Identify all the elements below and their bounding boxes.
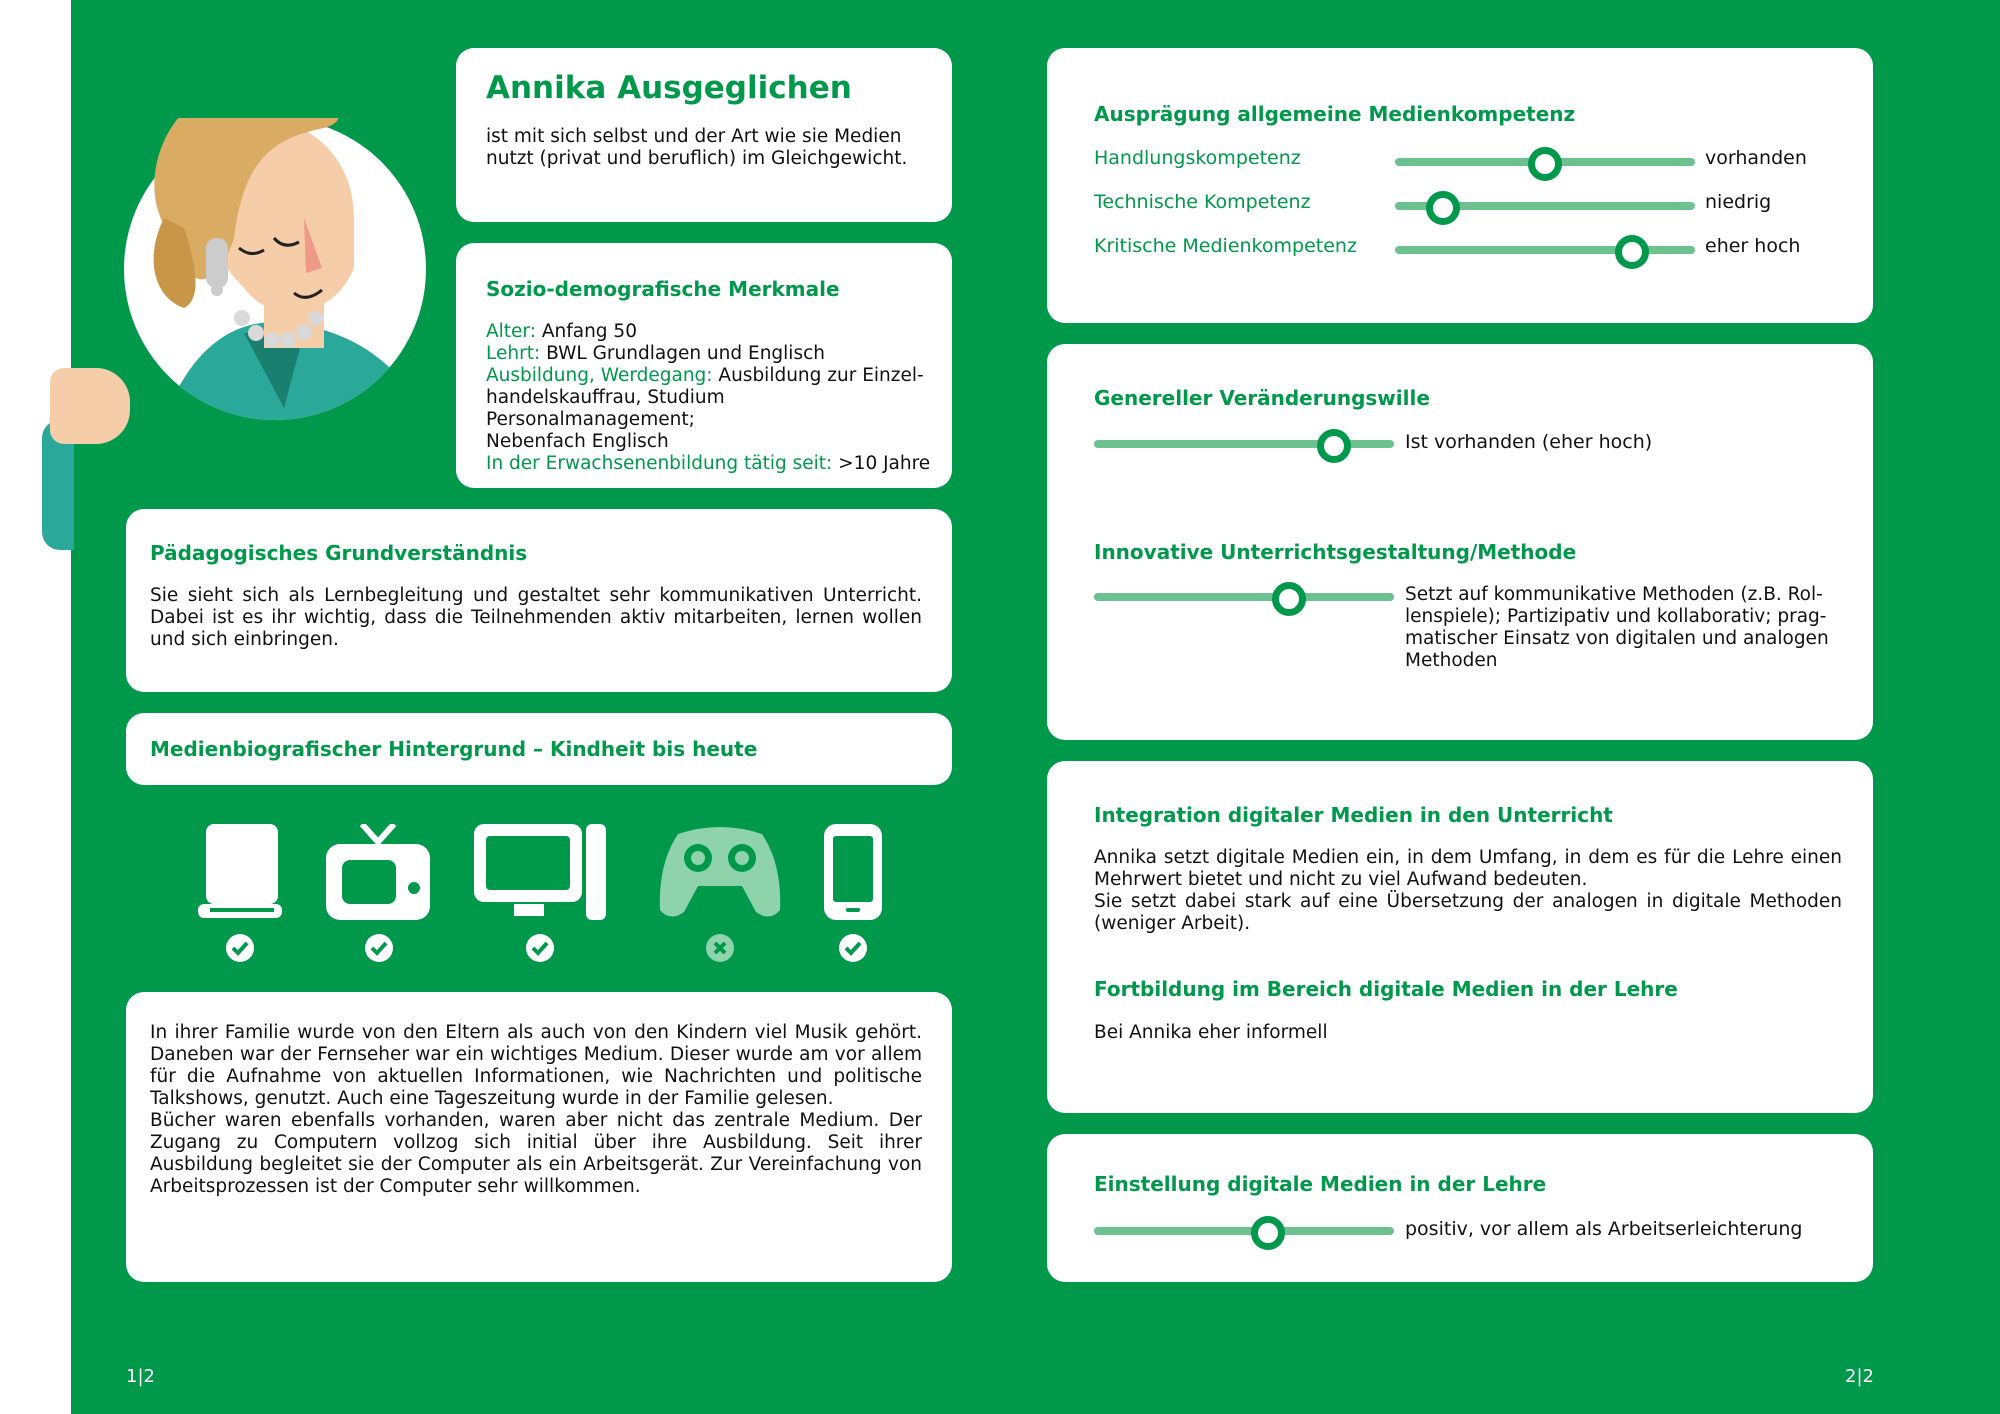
innovation-value-line: Methoden [1405, 650, 1498, 671]
socio-card [456, 243, 952, 488]
pedagogy-title: Pädagogisches Grundverständnis [150, 541, 528, 565]
tv-icon [326, 824, 430, 926]
integration-text [1094, 847, 1842, 935]
age-value: Anfang 50 [541, 321, 637, 342]
page-number-left: 1|2 [126, 1366, 155, 1387]
computer-icon [474, 824, 606, 926]
media-bio-paragraph-1: In ihrer Familie wurde von den Eltern als auch von den Kindern viel Musik gehört. Daneben war der Fernseher war ein wichtiges Medium. Dieser wurde am vor allem für die Aufnahme von aktuellen Informationen, wie Nachrichten und politische Talkshows, genutzt. Auch eine Tageszeitung wurde in der Familie gelesen. [150, 1022, 922, 1109]
competence-title: Ausprägung allgemeine Medienkompetenz [1094, 102, 1576, 126]
innovation-value-line: Setzt auf kommunikative Methoden (z.B. Rol- [1405, 584, 1823, 605]
persona-hand [50, 368, 130, 444]
innovation-title: Innovative Unterrichtsgestaltung/Methode [1094, 540, 1577, 564]
check-icon [365, 934, 393, 966]
persona-name-card [456, 48, 952, 222]
check-icon [839, 934, 867, 966]
teaches-value: BWL Grundlagen und Englisch [546, 343, 825, 364]
check-icon [526, 934, 554, 966]
attitude-slider-track [1094, 1227, 1394, 1235]
education-label: Ausbildung, Werdegang: [486, 365, 713, 386]
attitude-title: Einstellung digitale Medien in der Lehre [1094, 1172, 1547, 1196]
competence-row-label: Handlungskompetenz [1094, 147, 1301, 169]
change-slider-knob [1317, 429, 1351, 463]
check-icon [226, 934, 254, 966]
innovation-value-line: lenspiele); Partizipativ und kollaborativ; prag- [1405, 606, 1827, 627]
competence-row-value: vorhanden [1705, 147, 1807, 169]
education-value-2: handelskauffrau, Studium Personalmanagement; [486, 387, 725, 430]
teaches-label: Lehrt: [486, 343, 541, 364]
integration-paragraph-1: Annika setzt digitale Medien ein, in dem Umfang, in dem es für die Lehre einen Mehrwert bietet und nicht zu viel Aufwand bedeuten. [1094, 847, 1842, 890]
training-title: Fortbildung im Bereich digitale Medien in der Lehre [1094, 977, 1678, 1001]
integration-title: Integration digitaler Medien in den Unterricht [1094, 803, 1613, 827]
since-value: >10 Jahre [838, 453, 931, 474]
education-value-1: Ausbildung zur Einzel- [718, 365, 924, 386]
competence-slider-knob [1426, 191, 1460, 225]
persona-portrait [124, 118, 426, 420]
change-title: Genereller Veränderungswille [1094, 386, 1430, 410]
integration-paragraph-2: Sie setzt dabei stark auf eine Übersetzung der analogen in digitale Methoden (weniger Arbeit). [1094, 891, 1842, 934]
attitude-slider-knob [1251, 1216, 1285, 1250]
competence-row-label: Technische Kompetenz [1094, 191, 1311, 213]
change-value: Ist vorhanden (eher hoch) [1405, 431, 1653, 453]
competence-card [1047, 48, 1873, 323]
competence-slider-track [1395, 246, 1695, 254]
innovation-slider-track [1094, 593, 1394, 601]
pedagogy-card [126, 509, 952, 692]
socio-title: Sozio-demografische Merkmale [486, 277, 840, 301]
attitude-value: positiv, vor allem als Arbeitserleichterung [1405, 1218, 1803, 1240]
media-bio-title-card [126, 713, 952, 785]
education-value-3: Nebenfach Englisch [486, 431, 669, 452]
socio-details [486, 321, 936, 475]
persona-description: ist mit sich selbst und der Art wie sie Medien nutzt (privat und beruflich) im Gleichgewicht. [486, 126, 908, 169]
competence-row-value: niedrig [1705, 191, 1772, 213]
media-bio-title: Medienbiografischer Hintergrund – Kindheit bis heute [150, 737, 758, 761]
media-bio-text [150, 1022, 922, 1198]
innovation-slider-knob [1272, 582, 1306, 616]
media-bio-text-card [126, 992, 952, 1282]
age-label: Alter: [486, 321, 536, 342]
since-label: In der Erwachsenenbildung tätig seit: [486, 453, 833, 474]
innovation-value-line: matischer Einsatz von digitalen und analogen [1405, 628, 1829, 649]
page-number-right: 2|2 [1845, 1366, 1874, 1387]
gamepad-icon [658, 824, 782, 926]
book-icon [198, 824, 282, 926]
smartphone-icon [824, 824, 882, 926]
media-icons [190, 820, 910, 970]
persona-name: Annika Ausgeglichen [486, 70, 852, 106]
competence-row-value: eher hoch [1705, 235, 1801, 257]
integration-card [1047, 761, 1873, 1113]
media-bio-paragraph-2: Bücher waren ebenfalls vorhanden, waren aber nicht das zentrale Medium. Der Zugang zu Computern vollzog sich initial über ihre Ausbildung. Seit ihrer Ausbildung begleitet sie der Computer als ein Arbeitsgerät. Zur Vereinfachung von Arbeitsprozessen ist der Computer sehr willkommen. [150, 1110, 922, 1197]
cross-icon [706, 934, 734, 966]
training-text: Bei Annika eher informell [1094, 1022, 1328, 1043]
competence-row-label: Kritische Medienkompetenz [1094, 235, 1357, 257]
competence-slider-knob [1615, 235, 1649, 269]
change-innovation-card [1047, 344, 1873, 740]
innovation-value [1405, 584, 1845, 672]
pedagogy-text: Sie sieht sich als Lernbegleitung und gestaltet sehr kommunikativen Unterricht. Dabei ist es ihr wichtig, dass die Teilnehmenden aktiv mitarbeiten, lernen wollen und sich einbringen. [150, 585, 922, 650]
attitude-card [1047, 1134, 1873, 1282]
competence-slider-knob [1528, 147, 1562, 181]
